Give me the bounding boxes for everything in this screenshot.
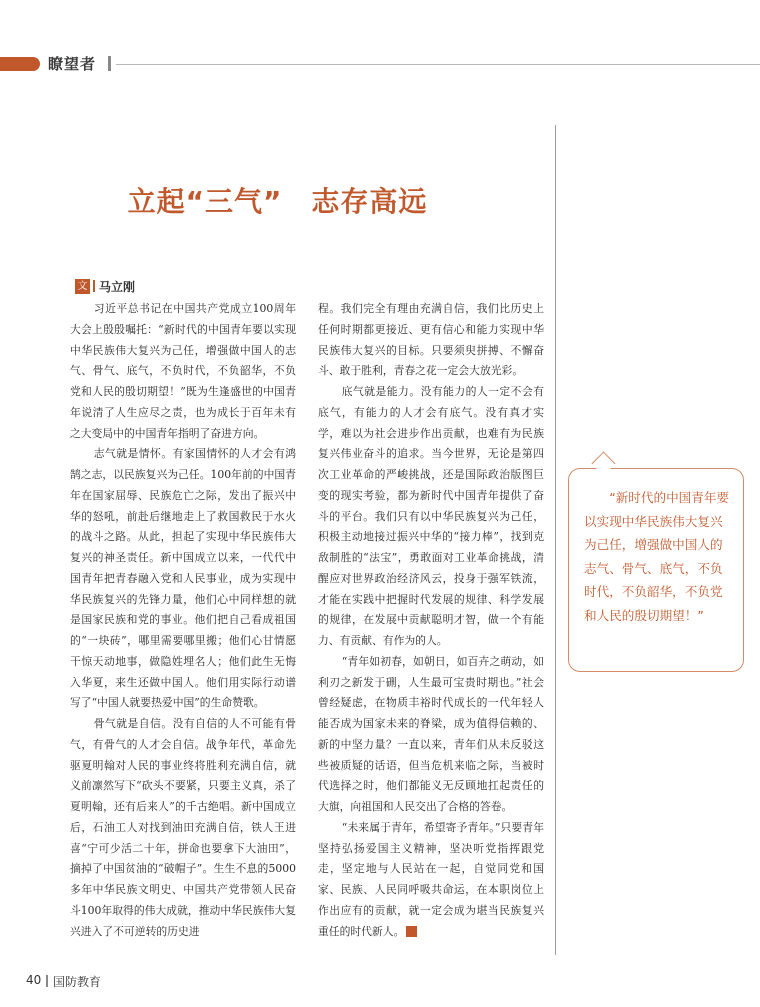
header-accent-bar xyxy=(0,57,40,71)
pull-quote-text: “新时代的中国青年要以实现中华民族伟大复兴为己任，增强做中国人的志气、骨气、底气，不负时代，不负韶华，不负党和人民的殷切期望！” xyxy=(584,490,730,623)
paragraph: “青年如初春，如朝日，如百卉之萌动，如利刃之新发于硎，人生最可宝贵时期也。”社会曾经疑虑，在物质丰裕时代成长的一代年轻人能否成为国家未来的脊梁，成为值得信赖的、新的中坚力量？一直以来，青年们从未反驳这些被质疑的话语，但当危机来临之际，当被时代选择之时，他们都能义无反顾地扛起责任的大旗，向祖国和人民交出了合格的答卷。 xyxy=(318,654,544,813)
body-column-right xyxy=(318,299,544,942)
paragraph: 底气就是能力。没有能力的人一定不会有底气，有能力的人才会有底气。没有真才实学，难以为社会进步作出贡献，也难有为民族复兴伟业奋斗的追求。当今世界，无论是第四次工业革命的严峻挑战，还是国际政治版图巨变的现实考验，都为新时代中国青年提供了奋斗的平台。我们只有以中华民族复兴为己任，积极主动地接过振兴中华的“接力棒”，找到克敌制胜的“法宝”，勇敢面对工业革命挑战，清醒应对世界政治经济风云，投身于强军铁流，才能在实践中把握时代发展的规律、科学发展的规律，在发展中贡献聪明才智，做一个有能力、有贡献、有作为的人。 xyxy=(318,385,544,647)
author-tag: 文 xyxy=(75,279,90,294)
byline-divider xyxy=(93,280,95,292)
section-title: 瞭望者 xyxy=(48,55,97,73)
paragraph-text: “未来属于青年，希望寄予青年。”只要青年坚持弘扬爱国主义精神，坚决听党指挥跟党走，坚定地与人民站在一起，自觉同党和国家、民族、人民同呼吸共命运，在本职岗位上作出应有的贡献，就一定会成为堪当民族复兴重任的时代新人。 xyxy=(318,820,544,938)
paragraph: 骨气就是自信。没有自信的人不可能有骨气，有骨气的人才会自信。战争年代，革命先驱夏明翰对人民的事业终将胜利充满自信，就义前凛然写下“砍头不要紧，只要主义真，杀了夏明翰，还有后来人”的千古绝唱。新中国成立后，石油工人对找到油田充满自信，铁人王进喜“宁可少活二十年，拼命也要拿下大油田”，摘掉了中国贫油的“破帽子”。生生不息的5000多年中华民族文明史、中国共产党带领人民奋斗100年取得的伟大成就，推动中华民族伟大复兴进入了不可逆转的历史进 xyxy=(70,717,296,938)
paragraph-final xyxy=(318,818,544,943)
article-title: 立起“三气” 志存高远 xyxy=(127,185,428,218)
publication-name: 国防教育 xyxy=(53,975,102,989)
paragraph: 程。我们完全有理由充满自信，我们比历史上任何时期都更接近、更有信心和能力实现中华民族伟大复兴的目标。只要须臾拼搏、不懈奋斗、敢于胜利，青春之花一定会大放光彩。 xyxy=(318,302,544,378)
byline xyxy=(75,278,135,294)
footer-divider xyxy=(46,975,48,987)
header-rule xyxy=(116,64,760,65)
column-rule xyxy=(555,125,556,955)
end-mark-icon: G xyxy=(406,926,417,937)
paragraph: 志气就是情怀。有家国情怀的人才会有鸿鹄之志，以民族复兴为己任。100年前的中国青年在国家屈辱、民族危亡之际，发出了振兴中华的怒吼，前赴后继地走上了救国救民于水火的战斗之路。从此，担起了实现中华民族伟大复兴的神圣责任。新中国成立以来，一代代中国青年把青春融入党和人民事业，成为实现中华民族复兴的先锋力量，他们心中同样想的就是国家民族和党的事业。他们把自己看成祖国的“一块砖”，哪里需要哪里搬；他们心甘情愿干惊天动地事，做隐姓埋名人；他们此生无悔入华夏，来生还做中国人。他们用实际行动谱写了“中国人就要热爱中国”的生命赞歌。 xyxy=(70,447,296,710)
author-name: 马立刚 xyxy=(99,279,136,294)
page-number: 40 xyxy=(26,973,42,987)
section-divider xyxy=(108,56,111,71)
body-column-left xyxy=(70,299,296,942)
paragraph: 习近平总书记在中国共产党成立100周年大会上殷殷嘱托：“新时代的中国青年要以实现中华民族伟大复兴为己任，增强做中国人的志气、骨气、底气，不负时代，不负韶华，不负党和人民的殷切期望！”既为生逢盛世的中国青年说清了人生应尽之责，也为成长于百年未有之大变局中的中国青年指明了奋进方向。 xyxy=(70,302,296,440)
